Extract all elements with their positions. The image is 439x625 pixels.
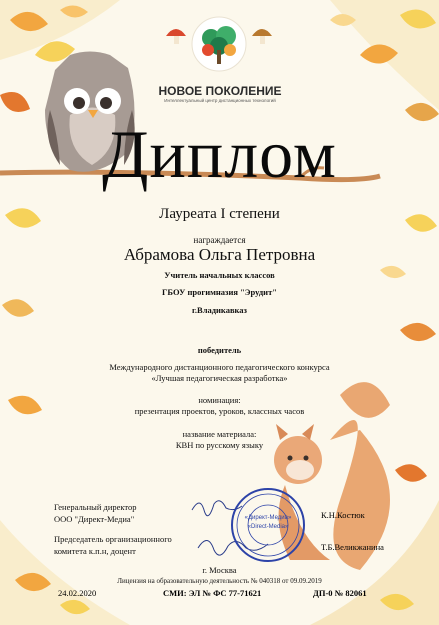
awarded-label: награждается (193, 235, 246, 245)
recipient-name: Абрамова Ольга Петровна (123, 245, 316, 264)
nomination-value: презентация проектов, уроков, классных часов (134, 406, 305, 416)
issue-date: 24.02.2020 (58, 588, 97, 598)
signature-icon (198, 540, 268, 555)
stamp-text-line2: «Direct-Media» (247, 524, 289, 530)
license-text: Лицензия на образовательную деятельность № 040318 от 09.09.2019 (117, 577, 322, 585)
nomination-label: номинация: (198, 395, 241, 405)
degree-label: Лауреата I степени (159, 206, 280, 222)
contest-name-line2: «Лучшая педагогическая разработка» (151, 373, 288, 383)
chair-title-line2: комитета к.п.н, доцент (54, 546, 136, 556)
footer-city: г. Москва (202, 565, 237, 575)
recipient-school: ГБОУ прогимназия "Эрудит" (162, 287, 277, 297)
contest-name-line1: Международного дистанционного педагогического конкурса (109, 362, 330, 372)
material-label: название материала: (182, 429, 257, 439)
recipient-position: Учитель начальных классов (164, 270, 275, 280)
director-title-line1: Генеральный директор (54, 502, 137, 512)
director-name: К.Н.Костюк (321, 510, 365, 520)
recipient-city: г.Владикавказ (192, 305, 247, 315)
diploma-number: ДП-0 № 82061 (313, 588, 367, 598)
smi-registration: СМИ: ЭЛ № ФС 77-71621 (163, 588, 262, 598)
logo-tree-icon (192, 17, 246, 71)
material-value: КВН по русскому языку (175, 440, 264, 450)
chair-name: Т.Б.Великжанина (321, 542, 384, 552)
director-title-line2: ООО "Директ-Медиа" (54, 514, 135, 524)
diploma-title: Диплом (102, 116, 337, 192)
stamp-text-line1: «Директ-Медиа» (244, 515, 292, 521)
chair-title-line1: Председатель организационного (54, 534, 172, 544)
logo-name: НОВОЕ ПОКОЛЕНИЕ (158, 84, 282, 98)
logo-subtitle: Интеллектуальный центр дистанционных технологий (164, 98, 276, 103)
winner-label: победитель (197, 345, 242, 355)
